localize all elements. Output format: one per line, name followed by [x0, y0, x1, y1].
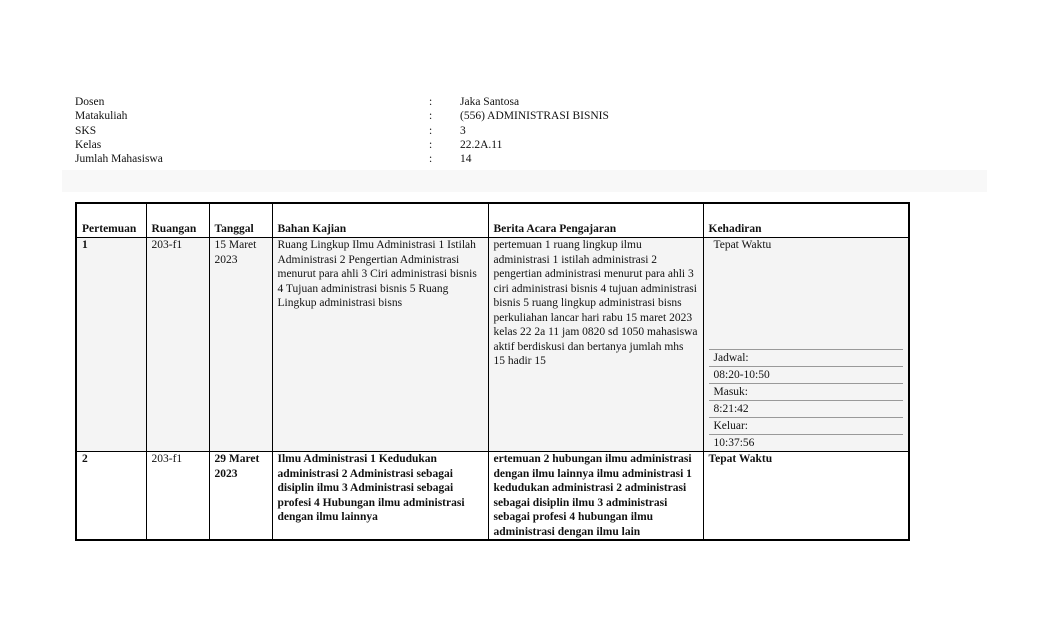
cell-ruangan: 203-f1 — [146, 452, 209, 541]
table-row — [76, 238, 909, 452]
cell-kehadiran — [703, 238, 909, 452]
table-header-row — [76, 203, 909, 238]
info-value-jumlah: 14 — [460, 153, 472, 166]
divider-band — [62, 170, 987, 192]
keluar-label: Keluar: — [709, 418, 904, 435]
kehadiran-status: Tepat Waktu — [709, 238, 904, 350]
cell-bahan-kajian: Ruang Lingkup Ilmu Administrasi 1 Istilah Administrasi 2 Pengertian Administrasi menurut para ahli 3 Ciri administrasi bisnis 4 Tujuan administrasi bisnis 5 Ruang Lingkup administrasi bisns — [272, 238, 488, 452]
cell-ruangan: 203-f1 — [146, 238, 209, 452]
info-row-jumlah — [75, 152, 775, 166]
cell-berita-acara: ertemuan 2 hubungan ilmu administrasi dengan ilmu lainnya ilmu administrasi 1 kedudukan administrasi 2 administrasi sebagai disiplin ilmu 3 administrasi sebagai profesi 4 hubungan ilmu administrasi dengan ilmu lain — [488, 452, 703, 541]
info-colon: : — [429, 124, 433, 137]
info-row-matakuliah — [75, 109, 775, 123]
info-row-kelas — [75, 138, 775, 152]
info-row-dosen — [75, 95, 775, 109]
header-ruangan: Ruangan — [146, 203, 209, 238]
cell-pertemuan: 1 — [76, 238, 146, 452]
info-label: Kelas — [75, 138, 102, 151]
cell-tanggal: 15 Maret 2023 — [209, 238, 272, 452]
masuk-label: Masuk: — [709, 384, 904, 401]
cell-tanggal: 29 Maret 2023 — [209, 452, 272, 541]
info-value-kelas: 22.2A.11 — [460, 138, 503, 151]
info-label: SKS — [75, 124, 97, 137]
header-berita-acara: Berita Acara Pengajaran — [488, 203, 703, 238]
info-label: Dosen — [75, 96, 105, 108]
header-tanggal: Tanggal — [209, 203, 272, 238]
header-bahan-kajian: Bahan Kajian — [272, 203, 488, 238]
info-label: Jumlah Mahasiswa — [75, 153, 163, 166]
course-info — [75, 95, 775, 166]
keluar-value: 10:37:56 — [713, 437, 755, 449]
cell-berita-acara: pertemuan 1 ruang lingkup ilmu administrasi 1 istilah administrasi 2 pengertian administrasi menurut para ahli 3 ciri administrasi bisnis 4 tujuan administrasi bisnis 5 ruang lingkup administrasi bisns perkuliahan lancar hari rabu 15 maret 2023 kelas 22 2a 11 jam 0820 sd 1050 mahasiswa aktif berdiskusi dan bertanya jumlah mhs 15 hadir 15 — [488, 238, 703, 452]
attendance-table — [75, 202, 910, 541]
masuk-value: 8:21:42 — [709, 401, 904, 418]
table-row — [76, 452, 909, 541]
cell-kehadiran: Tepat Waktu — [703, 452, 909, 541]
cell-bahan-kajian: Ilmu Administrasi 1 Kedudukan administrasi 2 Administrasi sebagai disiplin ilmu 3 Administrasi sebagai profesi 4 Hubungan ilmu administrasi dengan ilmu lainnya — [272, 452, 488, 541]
header-kehadiran: Kehadiran — [703, 203, 909, 238]
header-pertemuan: Pertemuan — [76, 203, 146, 238]
info-value-sks: 3 — [460, 124, 466, 137]
info-colon: : — [429, 153, 433, 166]
info-colon: : — [429, 96, 433, 108]
info-colon: : — [429, 138, 433, 151]
info-label: Matakuliah — [75, 110, 128, 123]
cell-pertemuan: 2 — [76, 452, 146, 541]
info-colon: : — [429, 110, 433, 123]
info-value-dosen: Jaka Santosa — [460, 96, 520, 108]
info-value-matakuliah: (556) ADMINISTRASI BISNIS — [460, 110, 609, 123]
jadwal-label: Jadwal: — [709, 350, 904, 367]
info-row-sks — [75, 124, 775, 138]
jadwal-value: 08:20-10:50 — [709, 367, 904, 384]
